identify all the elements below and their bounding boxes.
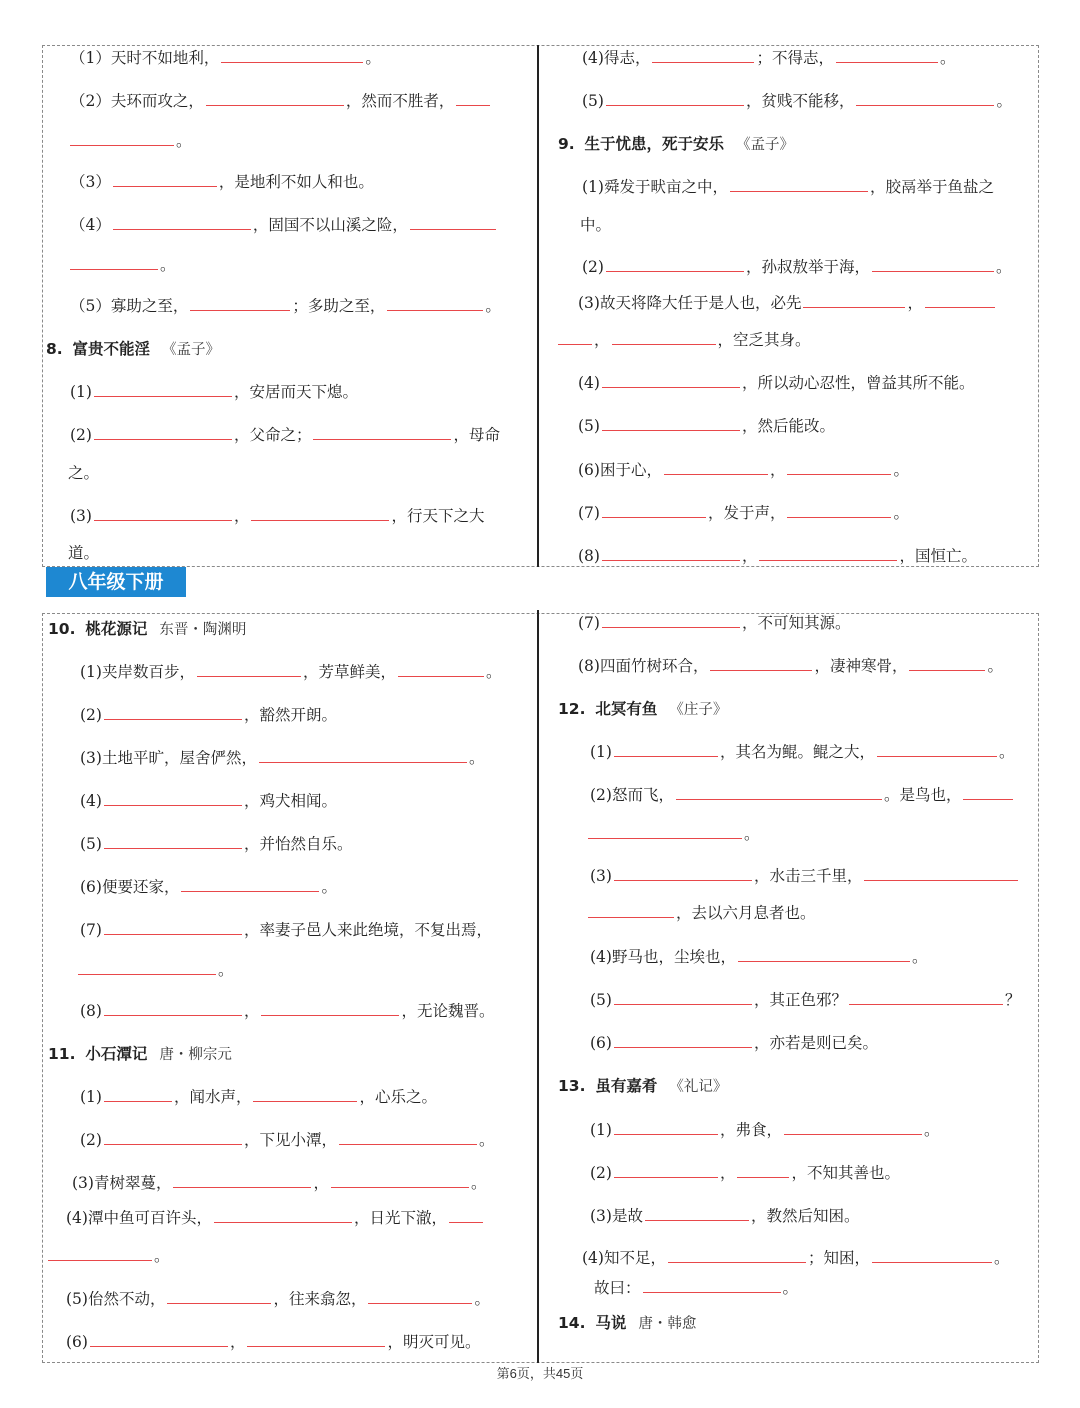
answer-blank[interactable] [251,506,389,521]
line-tudi: (3)土地平旷，屋舍俨然， 。 [80,749,485,767]
line-tanzhongyu: (4)潭中鱼可百许头， ，日光下澈， [66,1208,485,1228]
line-bianyao: (6)便要还家， 。 [80,878,337,896]
line-guazhu: （5）寡助之至， ；多助之至， 。 [70,297,501,315]
line-wenshuisheng: (1) ，闻水声， ，心乐之。 [80,1088,437,1106]
answer-blank[interactable] [410,215,496,230]
line-dili: （3） ，是地利不如人和也。 [70,173,374,191]
answer-blank[interactable] [849,990,1003,1005]
line-continuation: 之。 [68,464,100,482]
section-heading-12: 12. 北冥有鱼 《庄子》 [558,700,728,718]
answer-blank[interactable] [104,920,242,935]
answer-blank[interactable] [856,91,994,106]
line-siran: (5)佁然不动， ，往来翕忽， 。 [66,1290,490,1308]
answer-blank[interactable] [676,785,882,800]
line-continuation: 。 [46,1246,170,1266]
answer-blank[interactable] [104,1001,242,1016]
section-heading-11: 11. 小石潭记 唐・柳宗元 [48,1045,232,1063]
answer-blank[interactable] [197,662,301,677]
answer-blank[interactable] [787,503,891,518]
answer-blank[interactable] [864,866,1018,881]
answer-blank[interactable] [614,866,752,881]
answer-blank[interactable] [104,1087,172,1102]
line-zhengse: (5) ，其正色邪？ ？ [590,991,1021,1009]
answer-blank[interactable] [877,742,997,757]
line-continuation: 道。 [68,544,100,562]
answer-blank[interactable] [614,1163,718,1178]
answer-blank[interactable] [104,1130,242,1145]
page-number: 第6页，共45页 [496,1366,584,1381]
answer-blank[interactable] [759,546,897,561]
answer-blank[interactable] [331,1173,469,1188]
line-continuation: 。 [76,960,234,980]
line-continuation: ，去以六月息者也。 [586,903,816,923]
line-continuation: ， ，空乏其身。 [556,330,811,350]
line-nuerfei: (2)怒而飞， 。是鸟也， [590,785,1015,805]
line-weijin: (8) ， ，无论魏晋。 [80,1002,495,1020]
answer-blank[interactable] [710,656,812,671]
answer-blank[interactable] [602,503,706,518]
answer-blank[interactable] [313,425,451,440]
answer-blank[interactable] [652,48,754,63]
answer-blank[interactable] [261,1001,399,1016]
answer-blank[interactable] [113,215,251,230]
answer-blank[interactable] [643,1278,781,1293]
answer-blank[interactable] [70,255,158,270]
line-continuation: 。 [68,131,192,151]
answer-blank[interactable] [738,947,910,962]
answer-blank[interactable] [925,293,995,308]
line-shunfa: (1)舜发于畎亩之中， ，胶鬲举于鱼盐之 [582,178,994,196]
line-dezhi: (4)得志， ；不得志， 。 [582,49,956,67]
answer-blank[interactable] [787,460,891,475]
answer-blank[interactable] [94,506,232,521]
answer-blank[interactable] [456,91,490,106]
answer-blank[interactable] [398,662,484,677]
section-heading-9: 9. 生于忧患，死于安乐 《孟子》 [558,135,795,153]
line-fushi: (1) ，弗食， 。 [590,1121,940,1139]
line-yema: (4)野马也，尘埃也， 。 [590,948,928,966]
line-shuaiqizi: (7) ，率妻子邑人来此绝境，不复出焉， [80,921,492,939]
line-yiran: (5) ，并怡然自乐。 [80,835,353,853]
answer-blank[interactable] [872,1248,992,1263]
answer-blank[interactable] [78,960,216,975]
line-fuming: (2) ，父命之； ，母命 [70,426,500,444]
line-continuation: 。 [586,824,760,844]
line-continuation: 。 [68,255,176,275]
line-huanergongzhi: （2）夫环而攻之， ，然而不胜者， [70,91,492,111]
line-shuiji: (3) ，水击三千里， [590,866,1020,886]
answer-blank[interactable] [730,177,868,192]
line-dongxin: (4) ，所以动心忍性，曾益其所不能。 [578,374,975,392]
answer-blank[interactable] [645,1206,749,1221]
answer-blank[interactable] [70,131,174,146]
answer-blank[interactable] [206,91,344,106]
answer-blank[interactable] [181,877,319,892]
line-zhibuzu: (4)知不足， ；知困， 。 [582,1249,1010,1267]
answer-blank[interactable] [173,1173,311,1188]
answer-blank[interactable] [588,824,742,839]
answer-blank[interactable] [909,656,985,671]
line-guyue: 故曰： 。 [594,1279,799,1297]
answer-blank[interactable] [558,330,592,345]
answer-blank[interactable] [449,1208,483,1223]
answer-blank[interactable] [104,791,242,806]
line-jiaan: (1)夹岸数百步， ，芳草鲜美， 。 [80,663,502,681]
line-kun: (1) ，其名为鲲。鲲之大， 。 [590,743,1015,761]
section-heading-14: 14. 马说 唐・韩愈 [558,1314,697,1332]
line-guguo: （4） ，固国不以山溪之险， [70,215,498,235]
line-jiquan: (4) ，鸡犬相闻。 [80,792,337,810]
line-ruoshi: (6) ，亦若是则已矣。 [590,1034,878,1052]
answer-blank[interactable] [94,425,232,440]
line-qingshu: (3)青树翠蔓， ， 。 [72,1174,487,1192]
answer-blank[interactable] [614,1120,718,1135]
answer-blank[interactable] [113,172,217,187]
answer-blank[interactable] [614,742,718,757]
answer-blank[interactable] [190,296,290,311]
answer-blank[interactable] [339,1130,477,1145]
answer-blank[interactable] [387,296,483,311]
answer-blank[interactable] [614,1033,752,1048]
answer-blank[interactable] [588,903,674,918]
line-shigu: (3)是故 ，教然后知困。 [590,1207,860,1225]
line-sizhu: (8)四面竹树环合， ，凄神寒骨， 。 [578,657,1003,675]
line-huoran: (2) ，豁然开朗。 [80,706,337,724]
answer-blank[interactable] [606,91,744,106]
answer-blank[interactable] [167,1289,271,1304]
answer-blank[interactable] [602,373,740,388]
line-pinjian: (5) ，贫贱不能移， 。 [582,92,1012,110]
answer-blank[interactable] [90,1332,228,1347]
bottom-column-divider [537,610,539,1363]
line-mingmie: (6) ， ，明灭可见。 [66,1333,481,1351]
answer-blank[interactable] [104,705,242,720]
line-guohengwang: (8) ， ，国恒亡。 [578,547,977,565]
section-heading-10: 10. 桃花源记 东晋・陶渊明 [48,620,247,638]
section-heading-8: 8. 富贵不能淫 《孟子》 [46,340,221,358]
answer-blank[interactable] [247,1332,385,1347]
grade-section-banner: 八年级下册 [46,567,186,597]
top-column-divider [537,45,539,567]
answer-blank[interactable] [48,1246,152,1261]
answer-blank[interactable] [668,1248,806,1263]
answer-blank[interactable] [664,460,768,475]
line-qiyuan: (7) ，不可知其源。 [578,614,851,632]
answer-blank[interactable] [259,748,467,763]
answer-blank[interactable] [872,257,994,272]
line-xingtianxia: (3) ， ，行天下之大 [70,507,485,525]
answer-blank[interactable] [221,48,363,63]
answer-blank[interactable] [602,613,740,628]
answer-blank[interactable] [963,785,1013,800]
line-nenggai: (5) ，然后能改。 [578,417,835,435]
line-tianshi: （1）天时不如地利， 。 [70,49,381,67]
line-fayusheng: (7) ，发于声， 。 [578,504,909,522]
line-anju: (1) ，安居而天下熄。 [70,383,358,401]
answer-blank[interactable] [612,330,716,345]
answer-blank[interactable] [803,293,905,308]
answer-blank[interactable] [214,1208,352,1223]
answer-blank[interactable] [253,1087,357,1102]
line-dairen: (3)故天将降大任于是人也，必先 ， [578,293,997,313]
answer-blank[interactable] [602,546,740,561]
answer-blank[interactable] [614,990,752,1005]
line-xiaotan: (2) ，下见小潭， 。 [80,1131,495,1149]
line-continuation: 中。 [580,216,612,234]
answer-blank[interactable] [737,1163,789,1178]
line-sunshuao: (2) ，孙叔敖举于海， 。 [582,258,1012,276]
line-kunyuxin: (6)困于心， ， 。 [578,461,909,479]
answer-blank[interactable] [104,834,242,849]
answer-blank[interactable] [368,1289,472,1304]
answer-blank[interactable] [784,1120,922,1135]
answer-blank[interactable] [606,257,744,272]
section-heading-13: 13. 虽有嘉肴 《礼记》 [558,1077,728,1095]
answer-blank[interactable] [836,48,938,63]
line-buzhiqishan: (2) ， ，不知其善也。 [590,1164,900,1182]
answer-blank[interactable] [602,416,740,431]
answer-blank[interactable] [94,382,232,397]
